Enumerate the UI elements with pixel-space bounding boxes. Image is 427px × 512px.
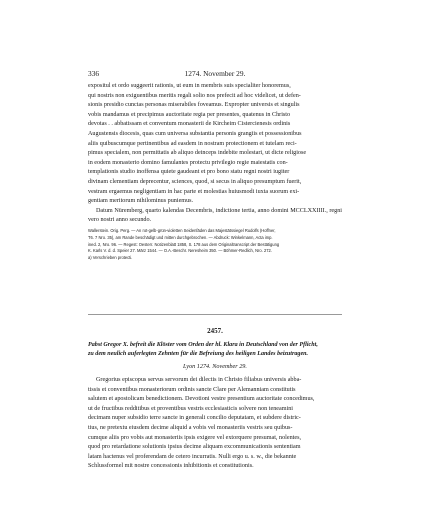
text-line: Augustensis diocesis, quas cum universa substantia personis grangiis et possessionibus — [88, 130, 302, 137]
section-divider — [88, 314, 342, 315]
text-line: quod pro retardatione solutionis ipsius decime aliquam excommunicationis sententiam — [88, 444, 301, 451]
text-line: decimam nuper subsidio terre sancte in generali concilio deputatam, et subdere distric- — [88, 415, 301, 422]
text-line: qui nostris non exiguentibus meritis regali solio nos prefecit ad hoc videlicet, ut defen- — [88, 92, 301, 99]
text-line: Gregorius episcopus servus servorum dei dilectis in Christo filiabus universis abba- — [96, 377, 302, 383]
dateline: Lyon 1274. November 29. — [183, 363, 247, 370]
text-line: templationis studio inoffensa quiete gaudeant et pro bono statu regni nostri iugiter — [88, 169, 290, 176]
note-line: ined. 2, Nro. 96. — Regest: Oesterr. Notizenblatt 1858, S. 178 aus dem Originaltranscript der Bestätigung — [88, 241, 280, 247]
regest — [88, 341, 342, 359]
running-head: 1274. November 29. — [184, 69, 246, 78]
note-line: Wallerstein. Orig. Perg. — An rot-gelb-grün-violetten Seidenfäden das Majestätssiegel Rudolfs (Hoffner, — [88, 228, 276, 234]
page-number: 336 — [88, 69, 100, 78]
text-line: vestram ergaemus negligentiam in hac parte et molestias huiusmodi iuxta suorum exi- — [88, 188, 300, 195]
page-header — [88, 69, 342, 79]
document-number: 2457. — [207, 327, 223, 335]
text-line: divinam clementiam deprecentur, sciences, quod, si secus in aliquo presumptum fuerit, — [88, 178, 302, 185]
footnote: a) Verschrieben protecti. — [88, 254, 133, 260]
text-line: in eodem monasterio domino famulantes protectu privilegio regie maiestatis con- — [88, 159, 288, 166]
regest-line: zu dem neulich auferlegten Zehnten für die Befreiung des heiligen Landes beizutragen. — [88, 350, 309, 357]
text-line: Schlussformel mit nostre concessionis inhibitionis et constitutionis. — [88, 463, 254, 470]
text-line: tissis et conventibus monasteriorum ordinis sancte Clare per Alemanniam constitutis — [88, 386, 296, 393]
note-line: K. Karls V. d. d. Speier 27. März 1544. — O.A.-Beschr. Neresheim 350. — Böhmer-Redlich, Nro. 272. — [88, 248, 272, 254]
charter-text — [88, 82, 342, 261]
text-line: ut de fructibus redditibus et proventibus vestris ecclesiasticis solvere non teneamini — [88, 405, 293, 412]
text-line: gentiam meritorum nihilominus puniemus. — [88, 198, 194, 205]
text-line: pimus specialem, non permittatis ab aliquo deinceps indebite molestari, ut dicte religiose — [88, 150, 307, 157]
text-line: aliis quibuscumque pertinentibus ad easdem in nostram protectionem et tutelam reci- — [88, 140, 297, 147]
text-line: vobis mandamus et precipimus auctoritate regia per presentes, quatenus in Christo — [88, 111, 291, 118]
text-line: tius, ne pretextu eiusdem decime aliquid a vobis vel monasteriis vestris seu quibus- — [88, 424, 293, 431]
regest-line: Pabst Gregor X. befreit die Klöster vom Orden der hl. Klara in Deutschland von der Pflicht, — [88, 342, 318, 348]
text-line: salutem et apostolicam benedictionem. Devotioni vestre presentium auctoritate concedimus, — [88, 396, 315, 403]
bull-text — [88, 376, 342, 472]
text-line: devotas . . abbatissam et conventum monasterii de Kircheim Cistercienesis ordinis — [88, 121, 291, 128]
datum-clause: Datum Nüremberg, quarto kalendas Decembris, indictione tertia, anno domini MCCLXXIIII., regni vero nostri anno secundo. — [88, 207, 342, 224]
text-line: expositul et ordo suggeerit rationis, ut eum in membris suis specialiter honoremus, — [88, 83, 291, 89]
text-line: cumque aliis pro vobis aut monasteriis ipsis exigere vel extorquere presumat, nolentes, — [88, 434, 301, 441]
text-line: sionis presidio cunctas personas miserabiles foveamus. Expropter universis et singulis — [88, 102, 300, 109]
text-line: latam hactenus vel proferendam de cetero incurratis. Nulli ergo u. s. w., die bekannte — [88, 453, 297, 460]
note-line: T6. 7 Nro. 35), am Rande beschädigt und mitten durchgebrochen. — Abdruck: Winkelmann, Acta imp. — [88, 234, 273, 240]
